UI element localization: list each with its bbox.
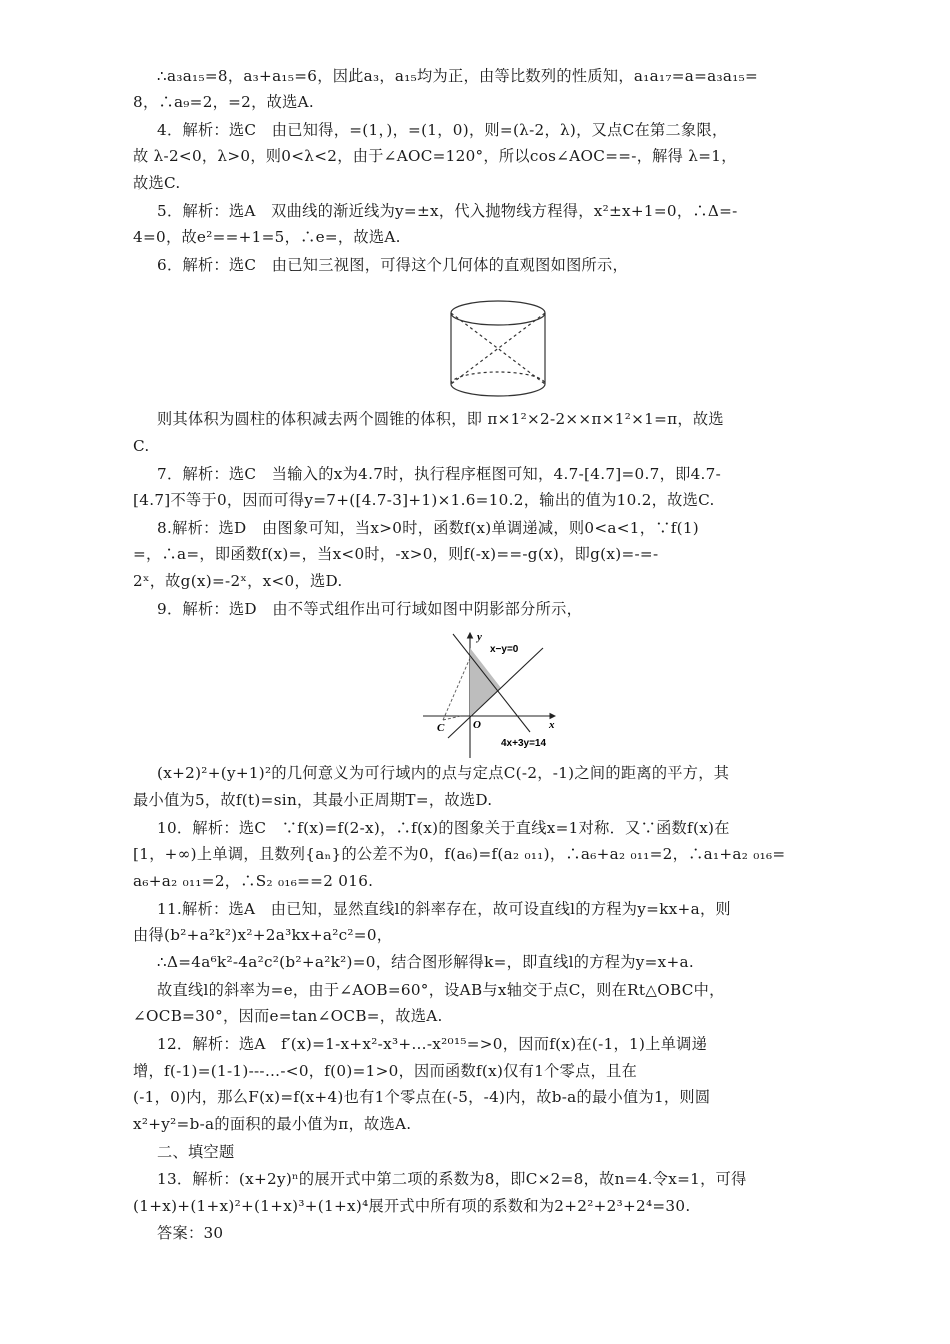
text-line: 答案：30 (157, 1224, 224, 1242)
text-line: 6．解析：选C 由已知三视图，可得这个几何体的直观图如图所示， (157, 256, 629, 274)
text-line: 故选C. (133, 174, 181, 192)
text-line: 8，∴a₉=2，=2，故选A. (133, 93, 315, 111)
x-axis-label: x (549, 719, 555, 731)
text-line: 故 λ-2<0，λ>0，则0<λ<2，由于∠AOC=120°，所以cos∠AOC==-，解得 λ=1， (133, 147, 737, 165)
cylinder-figure (438, 296, 558, 404)
text-line: a₆+a₂ ₀₁₁=2，∴S₂ ₀₁₆==2 016. (133, 872, 374, 890)
text-line: 4=0，故e²==+1=5，∴e=，故选A. (133, 228, 401, 246)
text-line: =，∴a=，即函数f(x)=，当x<0时，-x>0，则f(-x)==-g(x)，即g(x)=-=- (133, 545, 659, 563)
text-line: 故直线l的斜率为=e，由于∠AOB=60°，设AB与x轴交于点C，则在Rt△OBC中， (157, 981, 725, 999)
origin-label: O (473, 719, 481, 731)
text-line: 4．解析：选C 由已知得，=(1，)，=(1，0)，则=(λ-2，λ)，又点C在第二象限， (157, 121, 728, 139)
text-line: 最小值为5，故f(t)=sin，其最小正周期T=，故选D. (133, 791, 493, 809)
text-line: 13．解析：(x+2y)ⁿ的展开式中第二项的系数为8，即C×2=8，故n=4.令x=1，可得 (157, 1170, 747, 1188)
text-line: [4.7]不等于0，因而可得y=7+([4.7-3]+1)×1.6=10.2，输出的值为10.2，故选C. (133, 491, 715, 509)
text-line: x²+y²=b-a的面积的最小值为π，故选A. (133, 1115, 412, 1133)
text-line: ∴a₃a₁₅=8，a₃+a₁₅=6，因此a₃，a₁₅均为正，由等比数列的性质知，a₁a₁₇=a=a₃a₁₅= (157, 67, 759, 85)
text-line: 二、填空题 (157, 1143, 235, 1161)
text-line: 9．解析：选D 由不等式组作出可行域如图中阴影部分所示， (157, 600, 583, 618)
text-line: ∴Δ=4a⁶k²-4a²c²(b²+a²k²)=0，结合图形解得k=，即直线l的方程为y=x+a. (157, 953, 694, 971)
text-line: ∠OCB=30°，因而e=tan∠OCB=，故选A. (133, 1007, 443, 1025)
text-line: 8.解析：选D 由图象可知，当x>0时，函数f(x)单调递减，则0<a<1，∵f(1) (157, 519, 700, 537)
point-c-label: C (437, 722, 445, 734)
y-axis-label: y (477, 631, 482, 643)
text-line: 增，f(-1)=(1-1)---…-<0，f(0)=1>0，因而函数f(x)仅有1个零点，且在 (133, 1062, 638, 1080)
text-line: 2ˣ，故g(x)=-2ˣ，x<0，选D. (133, 572, 343, 590)
line1-label: x−y=0 (490, 644, 519, 655)
text-line: (1+x)+(1+x)²+(1+x)³+(1+x)⁴展开式中所有项的系数和为2+2²+2³+2⁴=30. (133, 1197, 691, 1215)
text-line: [1，+∞)上单调，且数列{aₙ}的公差不为0，f(a₆)=f(a₂ ₀₁₁)，∴a₆+a₂ ₀₁₁=2，∴a₁+a₂ ₀₁₆= (133, 845, 786, 863)
text-line: 10．解析：选C ∵f(x)=f(2-x)，∴f(x)的图象关于直线x=1对称．又∵函数f(x)在 (157, 819, 730, 837)
text-line: 7．解析：选C 当输入的x为4.7时，执行程序框图可知，4.7-[4.7]=0.7，即4.7- (157, 465, 722, 483)
text-line: 由得(b²+a²k²)x²+2a³kx+a²c²=0， (133, 926, 393, 944)
text-line: 5．解析：选A 双曲线的渐近线为y=±x，代入抛物线方程得，x²±x+1=0，∴Δ=- (157, 202, 738, 220)
feasible-region-figure (415, 628, 565, 760)
text-line: C. (133, 437, 150, 455)
text-line: (x+2)²+(y+1)²的几何意义为可行域内的点与定点C(-2，-1)之间的距离的平方，其 (157, 764, 730, 782)
line2-label: 4x+3y=14 (501, 738, 547, 749)
text-line: (-1，0)内，那么F(x)=f(x+4)也有1个零点在(-5，-4)内，故b-a的最小值为1，则圆 (133, 1088, 711, 1106)
text-line: 11.解析：选A 由已知，显然直线l的斜率存在，故可设直线l的方程为y=kx+a，则 (157, 900, 731, 918)
text-line: 则其体积为圆柱的体积减去两个圆锥的体积，即 π×1²×2-2××π×1²×1=π，故选 (157, 410, 724, 428)
text-line: 12．解析：选A f′(x)=1-x+x²-x³+…-x²⁰¹⁵=>0，因而f(x)在(-1，1)上单调递 (157, 1035, 708, 1053)
